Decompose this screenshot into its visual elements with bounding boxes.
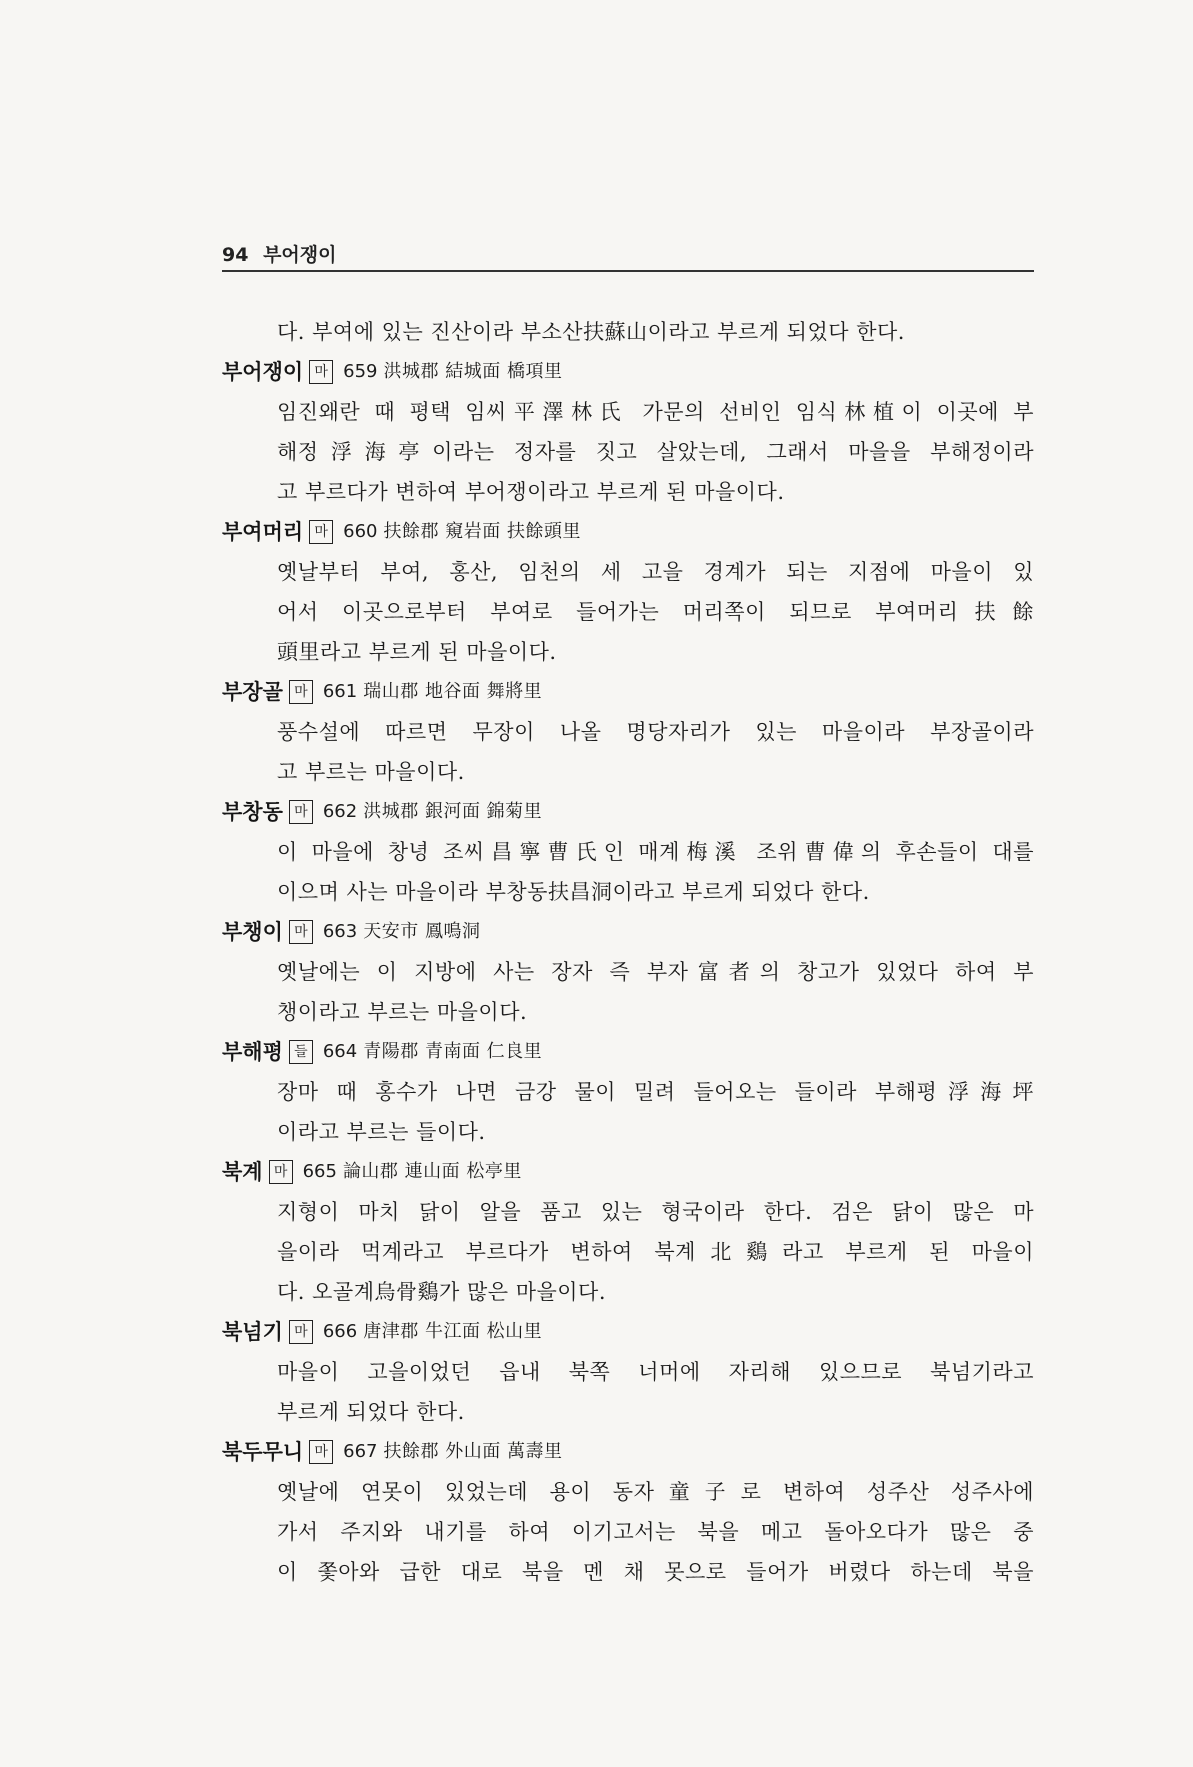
entry-text-line: 풍수설에 따르면 무장이 나올 명당자리가 있는 마을이라 부장골이라 xyxy=(277,720,1034,744)
entry-number: 659 xyxy=(343,361,378,382)
entry-name: 부어쟁이 xyxy=(222,360,304,384)
entry-text-line: 임진왜란 때 평택 임씨平澤林氏 가문의 선비인 임식林植이 이곳에 부 xyxy=(277,400,1034,424)
entry-text-line: 챙이라고 부르는 마을이다. xyxy=(277,1000,528,1024)
dictionary-entry xyxy=(222,792,1034,912)
entry-text-line: 지형이 마치 닭이 알을 품고 있는 형국이라 한다. 검은 닭이 많은 마 xyxy=(277,1200,1034,1224)
entry-name: 부여머리 xyxy=(222,520,304,544)
category-badge: 마 xyxy=(309,1440,333,1464)
entry-text-line: 다. 오골계烏骨鷄가 많은 마을이다. xyxy=(277,1280,607,1304)
dictionary-entry xyxy=(222,1152,1034,1312)
entry-name: 북넘기 xyxy=(222,1320,283,1344)
entry-text-line: 옛날부터 부여, 홍산, 임천의 세 고을 경계가 되는 지점에 마을이 있 xyxy=(277,560,1034,584)
section-title: 부어쟁이 xyxy=(263,244,337,266)
entry-text-line: 이으며 사는 마을이라 부창동扶昌洞이라고 부르게 되었다 한다. xyxy=(277,880,870,904)
category-badge: 마 xyxy=(309,520,333,544)
entry-location: 洪城郡 銀河面 錦菊里 xyxy=(363,801,543,822)
entry-location: 唐津郡 牛江面 松山里 xyxy=(363,1321,543,1342)
entry-heading xyxy=(222,1312,1034,1352)
entry-text-line: 頭里라고 부르게 된 마을이다. xyxy=(277,640,557,664)
entry-heading xyxy=(222,672,1034,712)
dictionary-entry xyxy=(222,512,1034,672)
dictionary-entry xyxy=(222,1032,1034,1152)
entry-text-line: 고 부르다가 변하여 부어쟁이라고 부르게 된 마을이다. xyxy=(277,480,785,504)
dictionary-entry xyxy=(222,352,1034,512)
entry-number: 662 xyxy=(322,801,358,822)
page-number: 94 xyxy=(222,244,249,266)
entry-text-line: 장마 때 홍수가 나면 금강 물이 밀려 들어오는 들이라 부해평浮海坪 xyxy=(277,1080,1034,1104)
entry-name: 부챙이 xyxy=(222,920,283,944)
entry-number: 666 xyxy=(322,1321,358,1342)
category-badge: 마 xyxy=(289,920,313,944)
entry-location: 天安市 鳳鳴洞 xyxy=(363,921,481,942)
entry-location: 扶餘郡 外山面 萬壽里 xyxy=(383,1441,563,1462)
entry-heading xyxy=(222,1032,1034,1072)
dictionary-entry xyxy=(222,1432,1034,1592)
entry-text-line: 고 부르는 마을이다. xyxy=(277,760,465,784)
category-badge: 마 xyxy=(289,680,313,704)
entry-heading xyxy=(222,912,1034,952)
dictionary-entry xyxy=(222,912,1034,1032)
entry-text-line: 마을이 고을이었던 읍내 북쪽 너머에 자리해 있으므로 북넘기라고 xyxy=(277,1360,1034,1384)
entry-heading xyxy=(222,512,1034,552)
entry-heading xyxy=(222,352,1034,392)
header-rule xyxy=(222,270,1034,272)
entry-number: 663 xyxy=(322,921,358,942)
category-badge: 마 xyxy=(289,1320,313,1344)
entry-name: 북두무니 xyxy=(222,1440,304,1464)
entry-text-line: 어서 이곳으로부터 부여로 들어가는 머리쪽이 되므로 부여머리扶餘 xyxy=(277,600,1034,624)
entry-name: 부창동 xyxy=(222,800,283,824)
running-header xyxy=(222,240,1032,267)
dictionary-entry xyxy=(222,672,1034,792)
entry-location: 扶餘郡 窺岩面 扶餘頭里 xyxy=(383,521,581,542)
dictionary-content xyxy=(222,312,1034,1592)
entry-number: 665 xyxy=(302,1161,337,1182)
entry-text-line: 이 쫓아와 급한 대로 북을 멘 채 못으로 들어가 버렸다 하는데 북을 xyxy=(277,1560,1034,1584)
category-badge: 마 xyxy=(269,1160,293,1184)
entry-text-line: 부르게 되었다 한다. xyxy=(277,1400,465,1424)
entry-text-line: 을이라 먹계라고 부르다가 변하여 북계北鷄라고 부르게 된 마을이 xyxy=(277,1240,1034,1264)
category-badge: 마 xyxy=(309,360,333,384)
entry-name: 북계 xyxy=(222,1160,263,1184)
entry-text-line: 옛날에는 이 지방에 사는 장자 즉 부자富者의 창고가 있었다 하여 부 xyxy=(277,960,1034,984)
entry-location: 青陽郡 青南面 仁良里 xyxy=(363,1041,543,1062)
entry-text-line: 가서 주지와 내기를 하여 이기고서는 북을 메고 돌아오다가 많은 중 xyxy=(277,1520,1034,1544)
entry-name: 부장골 xyxy=(222,680,283,704)
entry-text-line: 옛날에 연못이 있었는데 용이 동자童子로 변하여 성주산 성주사에 xyxy=(277,1480,1034,1504)
entry-heading xyxy=(222,792,1034,832)
entry-number: 664 xyxy=(322,1041,358,1062)
entry-number: 667 xyxy=(343,1441,378,1462)
intro-line: 다. 부여에 있는 진산이라 부소산扶蘇山이라고 부르게 되었다 한다. xyxy=(277,320,905,344)
entry-location: 瑞山郡 地谷面 舞將里 xyxy=(363,681,543,702)
entry-heading xyxy=(222,1432,1034,1472)
category-badge: 들 xyxy=(289,1040,313,1064)
entry-location: 論山郡 連山面 松亭里 xyxy=(342,1161,522,1182)
entry-number: 660 xyxy=(343,521,378,542)
entry-text-line: 이 마을에 창녕 조씨昌寧曹氏인 매계梅溪 조위曹偉의 후손들이 대를 xyxy=(277,840,1034,864)
entry-number: 661 xyxy=(322,681,358,702)
entry-name: 부해평 xyxy=(222,1040,283,1064)
entry-location: 洪城郡 結城面 橋項里 xyxy=(383,361,563,382)
entry-heading xyxy=(222,1152,1034,1192)
dictionary-entry xyxy=(222,1312,1034,1432)
entry-text-line: 이라고 부르는 들이다. xyxy=(277,1120,486,1144)
entry-text-line: 해정浮海亭이라는 정자를 짓고 살았는데, 그래서 마을을 부해정이라 xyxy=(277,440,1034,464)
category-badge: 마 xyxy=(289,800,313,824)
